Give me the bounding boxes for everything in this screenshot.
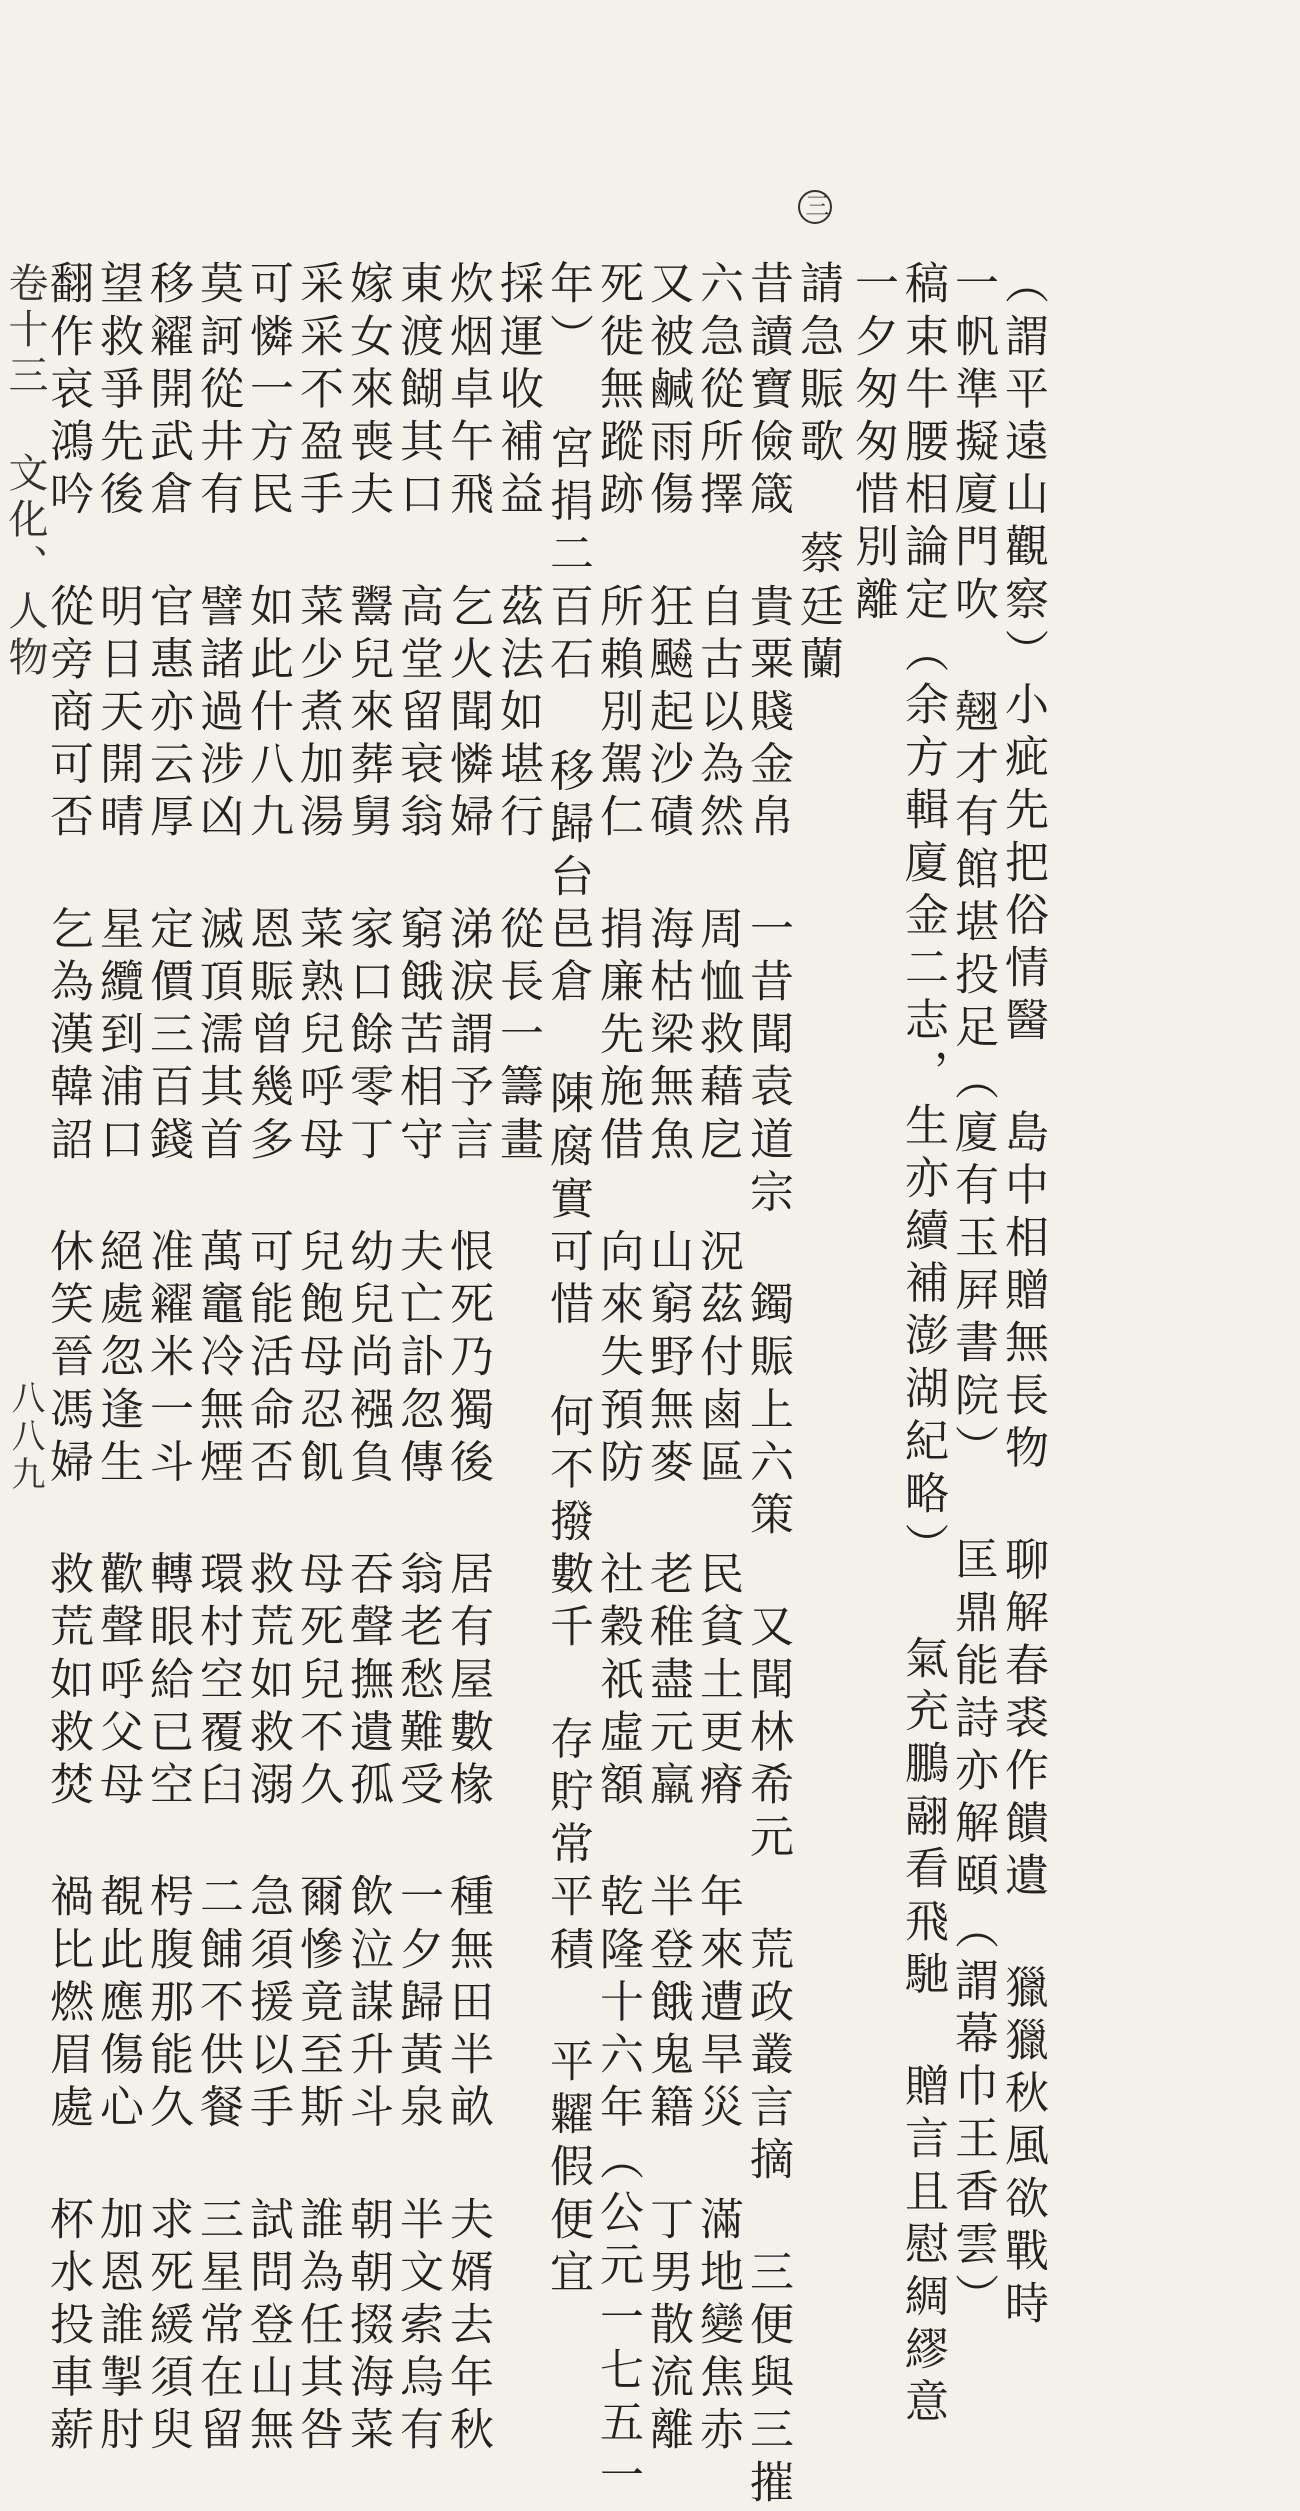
text-column-13: 東渡餬其口 高堂留衰翁 窮餓苦相守 夫亡訃忽傳 翁老愁難受 一夕歸黃泉 半文索烏有	[392, 260, 443, 2459]
page-number: 八八九	[5, 1380, 45, 1494]
text-column-19: 望救爭先後 明日天開晴 星纜到浦口 絕處忽逢生 歡聲呼父母 覩此應傷心 加恩誰掣肘	[92, 260, 143, 2459]
section-marker	[798, 190, 832, 224]
poem-title: 請急賑歌 蔡廷蘭	[792, 260, 843, 688]
section-number: 三	[798, 190, 832, 224]
text-column-20: 翻作哀鴻吟 從旁商可否 乞為漢韓詔 休笑晉馮婦 救荒如救焚 禍比燃眉處 杯水投車薪	[42, 260, 93, 2459]
running-head: 卷十三 文化、人物	[2, 262, 48, 682]
text-column-18: 移糴開武倉 官惠亦云厚 定價三百錢 准糴米一斗 轉眼給已空 枵腹那能久 求死緩須臾	[142, 260, 193, 2459]
text-column-8: 又被鹹雨傷 狂飇起沙磧 海枯梁無魚 山窮野無麥 老稚盡元羸 半登餓鬼籍 丁男散流離	[642, 260, 693, 2459]
text-column-12: 炊烟卓午飛 乞火聞憐婦 涕淚謂予言 恨死乃獨後 居有屋數椽 種無田半畝 夫婿去年秋	[442, 260, 493, 2459]
text-column-15: 采采不盈手 菜少煮加湯 菜熟兒呼母 兒飽母忍飢 母死兒不久 爾慘竟至斯 誰為任其咎	[292, 260, 343, 2459]
text-column-2: 一帆準擬廈門吹 翹才有館堪投足（廈有玉屛書院） 匡鼎能詩亦解頤（謂幕巾王香雲）	[947, 260, 998, 2326]
text-column-3: 稿束牛腰相論定（余方輯廈金二志，生亦續補澎湖紀略） 氣充鵬翮看飛馳 贈言且慰綢繆意	[897, 260, 948, 2431]
text-column-11: 採運收補益 茲法如堪行 從長一籌畫	[492, 260, 543, 1169]
text-column-1: （謂平遠山觀察）小疵先把俗情醫 島中相贈無長物 聊解春裘作饋遺 獵獵秋風欲戰時	[997, 260, 1048, 2333]
text-column-9: 死徙無蹤跡 所賴別駕仁 捐廉先施借 向來失預防 社穀祇虛額 乾隆十六年（公元一七五一	[592, 260, 643, 2505]
text-column-14: 嫁女來喪夫 鬻兒來葬舅 家口餘零丁 幼兒尚襁負 吞聲撫遺孤 飲泣謀升斗 朝朝掇海菜	[342, 260, 393, 2459]
text-column-6: 昔讀寶儉箴 貴粟賤金帛 一昔聞袁道宗 鐲賑上六策 又聞林希元 荒政叢言摘 三便與三摧	[742, 260, 793, 2511]
text-column-16: 可憐一方民 如此什八九 恩賑曾幾多 可能活命否 救荒如救溺 急須援以手 試問登山無	[242, 260, 293, 2459]
text-column-4: 一夕匆匆惜別離	[847, 260, 898, 629]
text-column-10: 年） 宮捐二百石 移歸台邑倉 陳腐實可惜 何不撥數千 存貯常平積 平糶假便宜	[542, 260, 593, 2301]
text-column-17: 莫訶從井有 譬諸過涉凶 滅頂濡其首 萬竈冷無煙 環村空覆臼 二餔不供餐 三星常在留	[192, 260, 243, 2459]
text-column-7: 六急從所擇 自古以為然 周恤救藉戹 況茲付鹵區 民貧土更瘠 年來遭旱災 滿地變焦赤	[692, 260, 743, 2459]
